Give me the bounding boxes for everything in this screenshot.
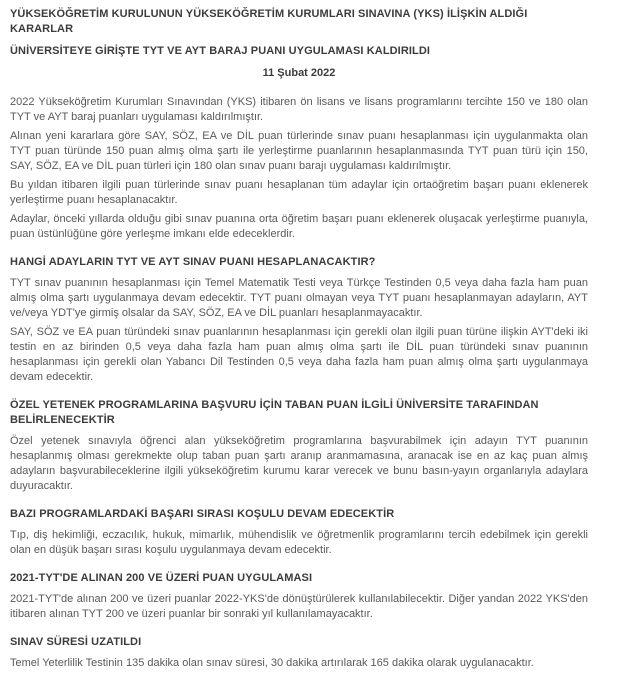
paragraph: Tıp, diş hekimliği, eczacılık, hukuk, mimarlık, mühendislik ve öğretmenlik programlarını tercih edebilmek için gerekli olan en düşük başarı sırası koşulu uygulanmaya devam edecektir. (10, 529, 588, 556)
section-heading: ÖZEL YETENEK PROGRAMLARINA BAŞVURU İÇİN TABAN PUAN İLGİLİ ÜNİVERSİTE TARAFINDAN BELİRLENECEKTİR (10, 399, 539, 426)
section-sinav-suresi (10, 635, 588, 671)
paragraph: Adaylar, önceki yıllarda olduğu gibi sınav puanına orta öğretim başarı puanı eklenerek oluşacak yerleştirme puanıyla, puan üstünlüğüne göre yerleşme imkanı elde edeceklerdir. (10, 213, 588, 240)
paragraph: Bu yıldan itibaren ilgili puan türlerinde sınav puanı hesaplanan tüm adaylar için ortaöğretim başarı puanı eklenerek yerleştirme puanı hesaplanacaktır. (10, 179, 588, 206)
paragraph: 2021-TYT'de alınan 200 ve üzeri puanlar 2022-YKS'de dönüştürülerek kullanılabilecektir. Diğer yandan 2022 YKS'den itibaren alınan TYT 200 ve üzeri puanlar bir sonraki yıl kullanılamayacaktır. (10, 593, 588, 620)
document-title-line-2: ÜNİVERSİTEYE GİRİŞTE TYT VE AYT BARAJ PUANI UYGULAMASI KALDIRILDI (10, 45, 431, 57)
section-2021-tyt-200 (10, 571, 588, 622)
document-title-line-1: YÜKSEKÖĞRETİM KURULUNUN YÜKSEKÖĞRETİM KURUMLARI SINAVINA (YKS) İLİŞKİN ALDIĞI KARARLAR (10, 8, 528, 35)
section-tyt-ayt-puan (10, 255, 588, 385)
paragraph: Temel Yeterlilik Testinin 135 dakika olan sınav süresi, 30 dakika artırılarak 165 dakika olarak uygulanacaktır. (10, 657, 534, 669)
section-intro (10, 95, 588, 242)
section-ozel-yetenek (10, 398, 588, 494)
paragraph: SAY, SÖZ ve EA puan türündeki sınav puanlarının hesaplanması için gerekli olan ilgili puan türüne ilişkin AYT'deki iki testin en az birinden 0,5 veya daha fazla ham puan almış olma şartı ile DİL puan türündeki sınav puanının hesaplanması için gerekli olan Yabancı Dil Testinden 0,5 veya daha fazla ham puan almış olma şartı uygulanmaya devam edecektir. (10, 326, 588, 383)
publish-date: 11 Şubat 2022 (262, 67, 336, 79)
section-basari-sirasi (10, 507, 588, 558)
paragraph: Alınan yeni kararlara göre SAY, SÖZ, EA ve DİL puan türlerinde sınav puanı hesaplanması için uygulanmakta olan TYT puan türünde 150 puan almış olma şartı ile yerleştirme puanlarının hesaplanmasında TYT puan türü için 150, SAY, SÖZ, EA ve DİL puan türleri için 180 olan sınav puanı barajı uygulaması kaldırılmıştır. (10, 130, 588, 172)
paragraph: Özel yetenek sınavıyla öğrenci alan yükseköğretim programlarına başvurabilmek için adayın TYT puanının hesaplanmış olması gerekmekte olup taban puan şartı aranıp aranmamasına, aranacak ise en az kaç puan almış adayların başvurabileceklerine ilgili yükseköğretim kurumu karar verecek ve bunu basın-yayın organlarıyla adaylara duyuracaktır. (10, 435, 588, 492)
section-heading: 2021-TYT'DE ALINAN 200 VE ÜZERİ PUAN UYGULAMASI (10, 572, 313, 584)
paragraph: TYT sınav puanının hesaplanması için Temel Matematik Testi veya Türkçe Testinden 0,5 veya daha fazla ham puan almış olma şartı uygulanmaya devam edecektir. TYT puanı olmayan veya TYT puanı hesaplanmayan adayların, AYT ve/veya YDT'ye girmiş olsalar da SAY, SÖZ, EA ve DİL puanları hesaplanmayacaktır. (10, 277, 588, 319)
section-heading: SINAV SÜRESİ UZATILDI (10, 636, 142, 648)
section-heading: BAZI PROGRAMLARDAKİ BAŞARI SIRASI KOŞULU DEVAM EDECEKTİR (10, 508, 395, 520)
paragraph: 2022 Yükseköğretim Kurumları Sınavından (YKS) itibaren ön lisans ve lisans programlarını tercihte 150 ve 180 olan TYT ve AYT baraj puanları uygulaması kaldırılmıştır. (10, 96, 588, 123)
section-heading: HANGİ ADAYLARIN TYT VE AYT SINAV PUANI HESAPLANACAKTIR? (10, 256, 376, 268)
